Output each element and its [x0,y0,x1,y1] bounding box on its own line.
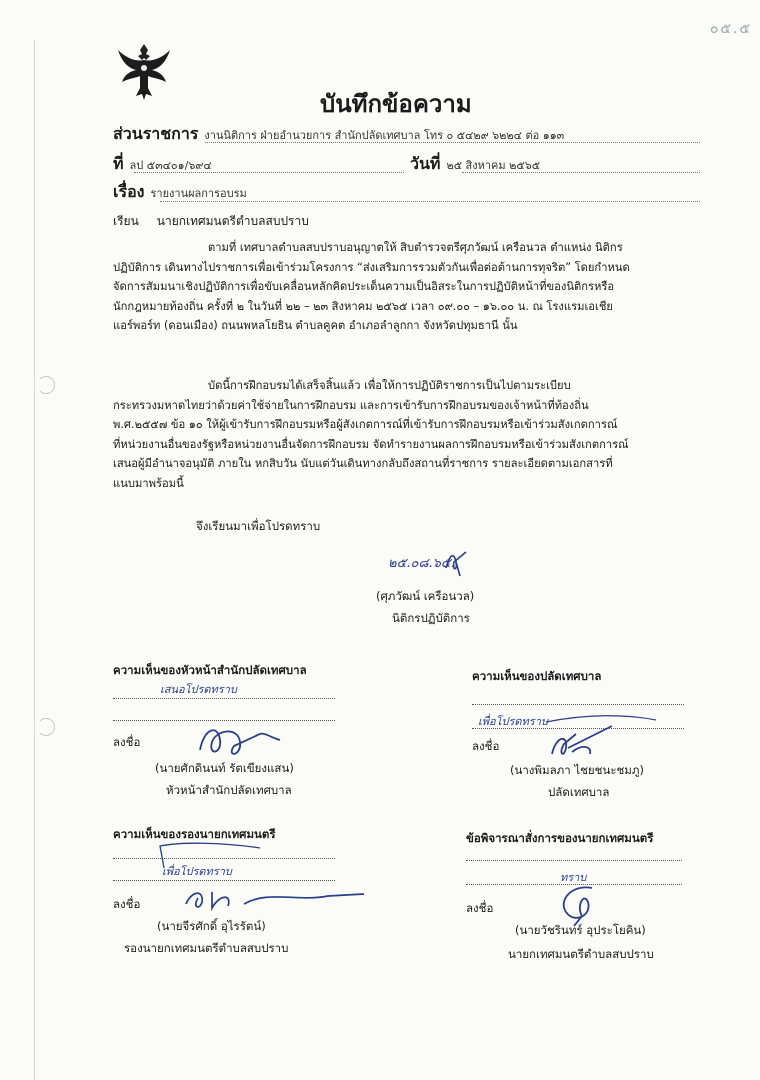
agency-underline [205,142,700,143]
paragraph-line: เสนอผู้มีอำนาจอนุมัติ ภายใน หกสิบวัน นับแต่วันเดินทางกลับถึงสถานที่ราชการ รายละเอียดตามเอกสารที่ [113,457,613,471]
chief-office-position: หัวหน้าสำนักปลัดเทศบาล [166,783,292,797]
subject-underline [160,201,700,202]
paragraph-line: ที่หน่วยงานอื่นของรัฐหรือหน่วยงานอื่นจัดการฝึกอบรม จัดทำรายงานผลการฝึกอบรมหรือเข้าร่วมสังเกตการณ์ [113,437,629,451]
deputy-mayor-note: เพื่อโปรดทราบ [162,865,232,878]
paragraph-line: พ.ศ.๒๕๕๗ ข้อ ๑๐ ให้ผู้เข้ารับการฝึกอบรมหรือผู้สังเกตการณ์ที่เข้ารับการฝึกอบรมหรือเข้าร่วมสังเกตการณ์ [113,418,618,432]
paragraph-line: นักกฎหมายท้องถิ่น ครั้งที่ ๒ ในวันที่ ๒๒ – ๒๓ สิงหาคม ๒๕๖๕ เวลา ๐๙.๐๐ – ๑๖.๐๐ น. ณ โรงแรมเอเชีย [113,299,613,313]
reference-underline [134,172,404,173]
reference-label: ที่ [113,154,124,173]
corner-mark: ๐๕.๕ [709,21,752,37]
agency-row [113,122,564,147]
subject-label: เรื่อง [113,182,145,201]
mayor-name: (นายวัชรินทร์ อุประโยคิน) [515,923,646,937]
date-value: ๒๕ สิงหาคม ๒๕๖๕ [446,159,541,172]
memo-title: บันทึกข้อความ [320,90,472,118]
mayor-sign-label: ลงชื่อ [466,901,494,915]
paragraph-line: จัดการสัมมนาเชิงปฏิบัติการเพื่อขับเคลื่อนหลักคิดประเด็นความเป็นอิสระในการปฏิบัติหน้าที่ของนิติกรหรือ [113,280,615,294]
clerk-opinion-title: ความเห็นของปลัดเทศบาล [472,669,602,683]
clerk-signature-icon [542,724,632,764]
chief-office-signature-icon [190,720,290,764]
mayor-position: นายกเทศมนตรีตำบลสบปราบ [508,947,654,961]
agency-value: งานนิติการ ฝ่ายอำนวยการ สำนักปลัดเทศบาล โทร ๐ ๕๔๒๙ ๖๒๒๔ ต่อ ๑๑๓ [204,129,565,142]
reference-value: ลป ๕๓๔๐๑/๖๙๔ [129,159,212,172]
agency-label: ส่วนราชการ [113,124,199,143]
chief-office-opinion-title: ความเห็นของหัวหน้าสำนักปลัดเทศบาล [113,663,307,677]
clerk-position: ปลัดเทศบาล [548,785,610,799]
paragraph-line: แนบมาพร้อมนี้ [113,476,184,490]
date-underline [462,172,700,173]
date-label: วันที่ [410,154,441,173]
reference-row [113,152,212,177]
deputy-mayor-sign-label: ลงชื่อ [113,897,141,911]
salutation-label: เรียน [113,214,139,228]
clerk-name: (นางพิมลภา ไชยชนะชมภู) [510,763,644,777]
chief-office-note: เสนอโปรดทราบ [160,683,237,696]
deputy-mayor-position: รองนายกเทศมนตรีตำบลสบปราบ [124,941,289,955]
author-signature-icon [442,548,470,578]
body-paragraph-1 [113,238,703,336]
subject-value: รายงานผลการอบรม [150,187,247,200]
closing-line: จึงเรียนมาเพื่อโปรดทราบ [196,519,321,533]
clerk-sign-label: ลงชื่อ [472,739,500,753]
garuda-emblem-icon [116,40,172,102]
mayor-note: ทราบ [560,871,587,884]
paragraph-line: บัดนี้การฝึกอบรมได้เสร็จสิ้นแล้ว เพื่อให้การปฏิบัติราชการเป็นไปตามระเบียบ [208,379,571,392]
author-handwritten-date: ๒๕.๐๘.๖๕. [388,556,455,571]
opinion-dotted-line [113,880,335,881]
opinion-dotted-line [113,858,335,859]
binder-hole-mark [37,718,55,736]
deputy-mayor-opinion-title: ความเห็นของรองนายกเทศมนตรี [113,827,276,841]
paragraph-line: ตามที่ เทศบาลตำบลสบปราบอนุญาตให้ สิบตำรวจตรีศุภวัฒน์ เครือนวล ตำแหน่ง นิติกร [208,241,623,254]
deputy-mayor-name: (นายจีรศักดิ์ อุไรรัตน์) [157,919,266,933]
body-paragraph-2 [113,376,703,494]
salutation-value: นายกเทศมนตรีตำบลสบปราบ [156,214,309,228]
opinion-dotted-line [113,698,335,699]
chief-office-name: (นายศักดินนท์ รัตเขียงแสน) [155,761,294,775]
author-position: นิติกรปฏิบัติการ [392,611,470,625]
salutation [113,212,309,231]
page-edge [34,40,35,1080]
opinion-dotted-line [472,704,684,705]
opinion-dotted-line [466,860,682,861]
mayor-directive-title: ข้อพิจารณาสั่งการของนายกเทศมนตรี [466,831,654,845]
date-row [410,152,540,177]
binder-hole-mark [37,376,55,394]
paragraph-line: กระทรวงมหาดไทยว่าด้วยค่าใช้จ่ายในการฝึกอบรม และการเข้ารับการฝึกอบรมของเจ้าหน้าที่ท้องถิ่น [113,398,589,412]
author-name: (ศุภวัฒน์ เครือนวล) [376,589,475,603]
paragraph-line: ปฏิบัติการ เดินทางไปราชการเพื่อเข้าร่วมโครงการ “ส่งเสริมการรวมตัวกันเพื่อต่อต้านการทุจริต” โดยกำหนด [113,260,630,274]
chief-office-sign-label: ลงชื่อ [113,735,141,749]
clerk-note: เพื่อโปรดทราบ [478,715,548,728]
deputy-mayor-signature-icon [178,884,368,914]
paragraph-line: แอร์พอร์ท (ดอนเมือง) ถนนพหลโยธิน ตำบลคูคต อำเภอลำลูกกา จังหวัดปทุมธานี นั้น [113,319,518,333]
